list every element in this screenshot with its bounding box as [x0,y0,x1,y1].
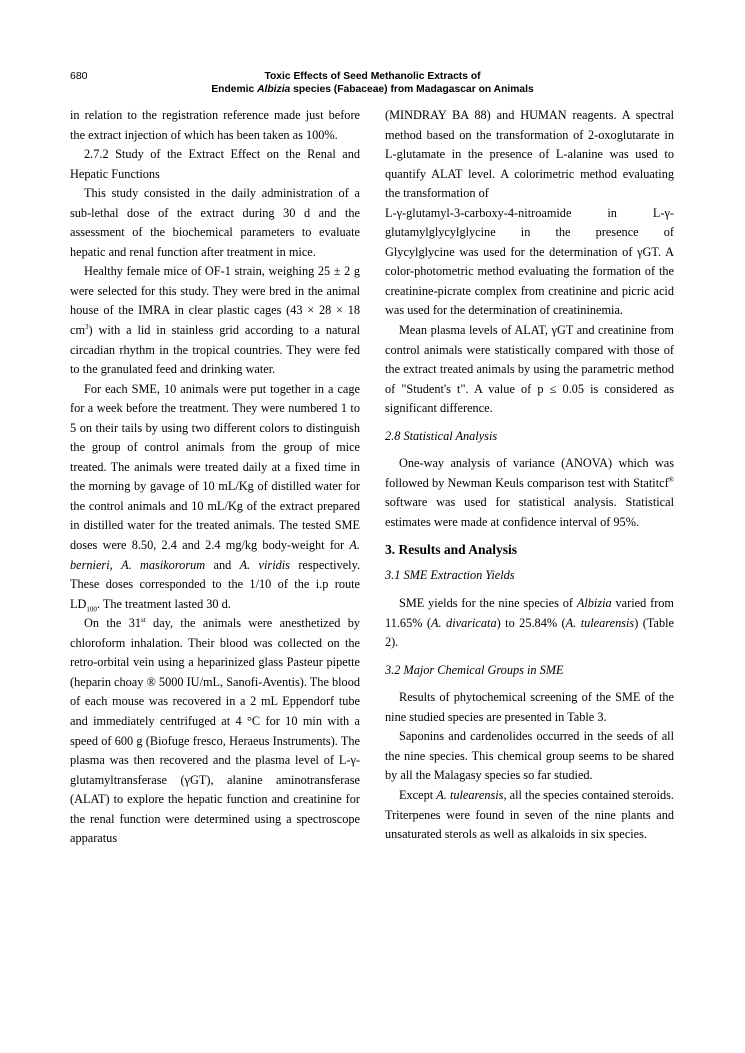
section-heading-2-8: 2.8 Statistical Analysis [385,428,498,443]
text-run: day, the animals were anesthetized by chloroform inhalation. Their blood was collected on the retro-orbital vein using a heparinized glass Pasteur pipette (heparin choay ® 5000 IU/mL, Sanofi-Aventis). The blood of each mouse was recovered in a 2 mL Eppendorf tube and immediately centrifuged at 4 °C for 10 min with a speed of 600 g (Biofuge fresco, Heraeus Instruments). The plasma was then recovered and the plasma level of L-γ-glutamyltransferase (γGT), alanine aminotransferase (ALAT) to explore the hepatic function and creatinine for the renal function were determined using a spectroscope apparatus [70,616,360,846]
text-run: ) with a lid in stainless grid according to a natural circadian rhythm in the tropical countries. They were fed to the granulated feed and drinking water. [70,323,360,377]
text-run: software was used for statistical analysis. Statistical estimates were made at confidence interval of 95%. [385,495,674,529]
page-number: 680 [70,70,88,82]
section-heading-2-7-2: 2.7.2 Study of the Extract Effect on the Renal and Hepatic Functions [70,147,360,181]
genus-name: Albizia [576,596,612,611]
text-run: , all the species contained steroids. Triterpenes were found in seven of the nine plants and unsaturated sterols as well as alkaloids in six species. [385,787,674,842]
text-run: Except [399,787,437,802]
running-title-text: species (Fabaceae) from Madagascar on Animals [290,84,534,95]
species-name: A. tulearensis [565,615,635,630]
running-title-line-1: Toxic Effects of Seed Methanolic Extracts of [264,71,481,82]
text-run: respectively. These doses corresponded to the 1/10 of the i.p route LD [70,557,361,611]
text-run: (MINDRAY BA 88) and HUMAN reagents. A spectral method based on the transformation of 2-oxoglutarate in L-glutamate in the presence of L-alanine was used to quantify ALAT level. A colorimetric method evaluating the transformation of [385,108,674,201]
right-column [385,106,674,845]
paragraph [70,262,360,379]
section-heading-3: 3. Results and Analysis [385,542,518,558]
text-run: L-γ-glutamyl-3-carboxy-4-nitroamide in L-γ-glutamylglycylglycine in the presence of [385,205,674,240]
species-name: A. masikororum [121,557,206,572]
running-title-genus: Albizia [257,84,291,95]
text-run: . The treatment lasted 30 d. [96,596,231,611]
species-name: A. viridis [239,557,290,572]
text-run: For each SME, 10 animals were put together in a cage for a week before the treatment. They were numbered 1 to 5 on their tails by using two different colors to distinguish the group of control animals from the group of mice treated. The animals were treated daily at a fixed time in the morning by gavage of 10 mL/Kg of distilled water for the control animals and 10 mL/Kg of the extract prepared in distilled water for the treated animals. The tested SME doses were 8.50, 2.4 and 2.4 mg/kg body-weight for [70,381,360,553]
paragraph: This study consisted in the daily administration of a sub-lethal dose of the extract during 30 d and the assessment of the biochemical parameters to evaluate hepatic and renal function after treatment in mice. [70,186,360,259]
species-name: A. divaricata [431,615,497,630]
text-run: On the 31 [84,616,142,631]
text-run: , [109,557,122,572]
paragraph [385,454,674,532]
paragraph [385,594,674,653]
text-run: Healthy female mice of OF-1 strain, weighing 25 ± 2 g were selected for this study. They were bred in the animal house of the IMRA in clear plastic cages (43 × 28 × 18 cm [70,264,360,338]
paragraph: in relation to the registration reference made just before the extract injection of which has been taken as 100%. [70,108,360,142]
paragraph [385,786,674,845]
text-run: One-way analysis of variance (ANOVA) which was followed by Newman Keuls comparison test with Statitcf [385,456,674,490]
species-name: A. bernieri [70,538,360,572]
species-name: A. tulearensis [436,787,504,802]
text-run: ) (Table 2). [385,615,675,650]
superscript: st [141,616,146,625]
paragraph: Results of phytochemical screening of the SME of the nine studied species are presented in Table 3. [385,690,674,724]
running-title [70,70,675,96]
left-column [70,106,360,849]
text-run: varied from 11.65% ( [385,596,674,630]
paragraph [70,380,360,615]
section-heading-3-1: 3.1 SME Extraction Yields [385,568,515,583]
text-run: SME yields for the nine species of [399,596,577,611]
paragraph [70,614,360,849]
paragraph: Saponins and cardenolides occurred in the seeds of all the nine species. This chemical group seems to be shared by all the Malagasy species so far studied. [385,729,674,783]
paragraph: Mean plasma levels of ALAT, γGT and creatinine from control animals were statistically compared with those of the extract treated animals by using the parametric method of "Student's t". A value of p ≤ 0.05 is considered as significant difference. [385,323,674,416]
superscript: ® [668,475,674,484]
paragraph [385,106,674,321]
subscript: 100 [86,605,97,614]
running-title-line-2 [70,83,675,96]
text-run: and [205,557,240,572]
superscript: 3 [85,322,89,331]
section-heading-3-2: 3.2 Major Chemical Groups in SME [385,662,564,677]
text-run: Glycylglycine was used for the determination of γGT. A color-photometric method evaluating the formation of the creatinine-picrate complex from creatinine and picric acid was used for the determination of creatininemia. [385,244,674,318]
text-run: ) to 25.84% ( [496,615,566,630]
running-title-text: Endemic [211,84,258,95]
page-header [70,70,675,100]
